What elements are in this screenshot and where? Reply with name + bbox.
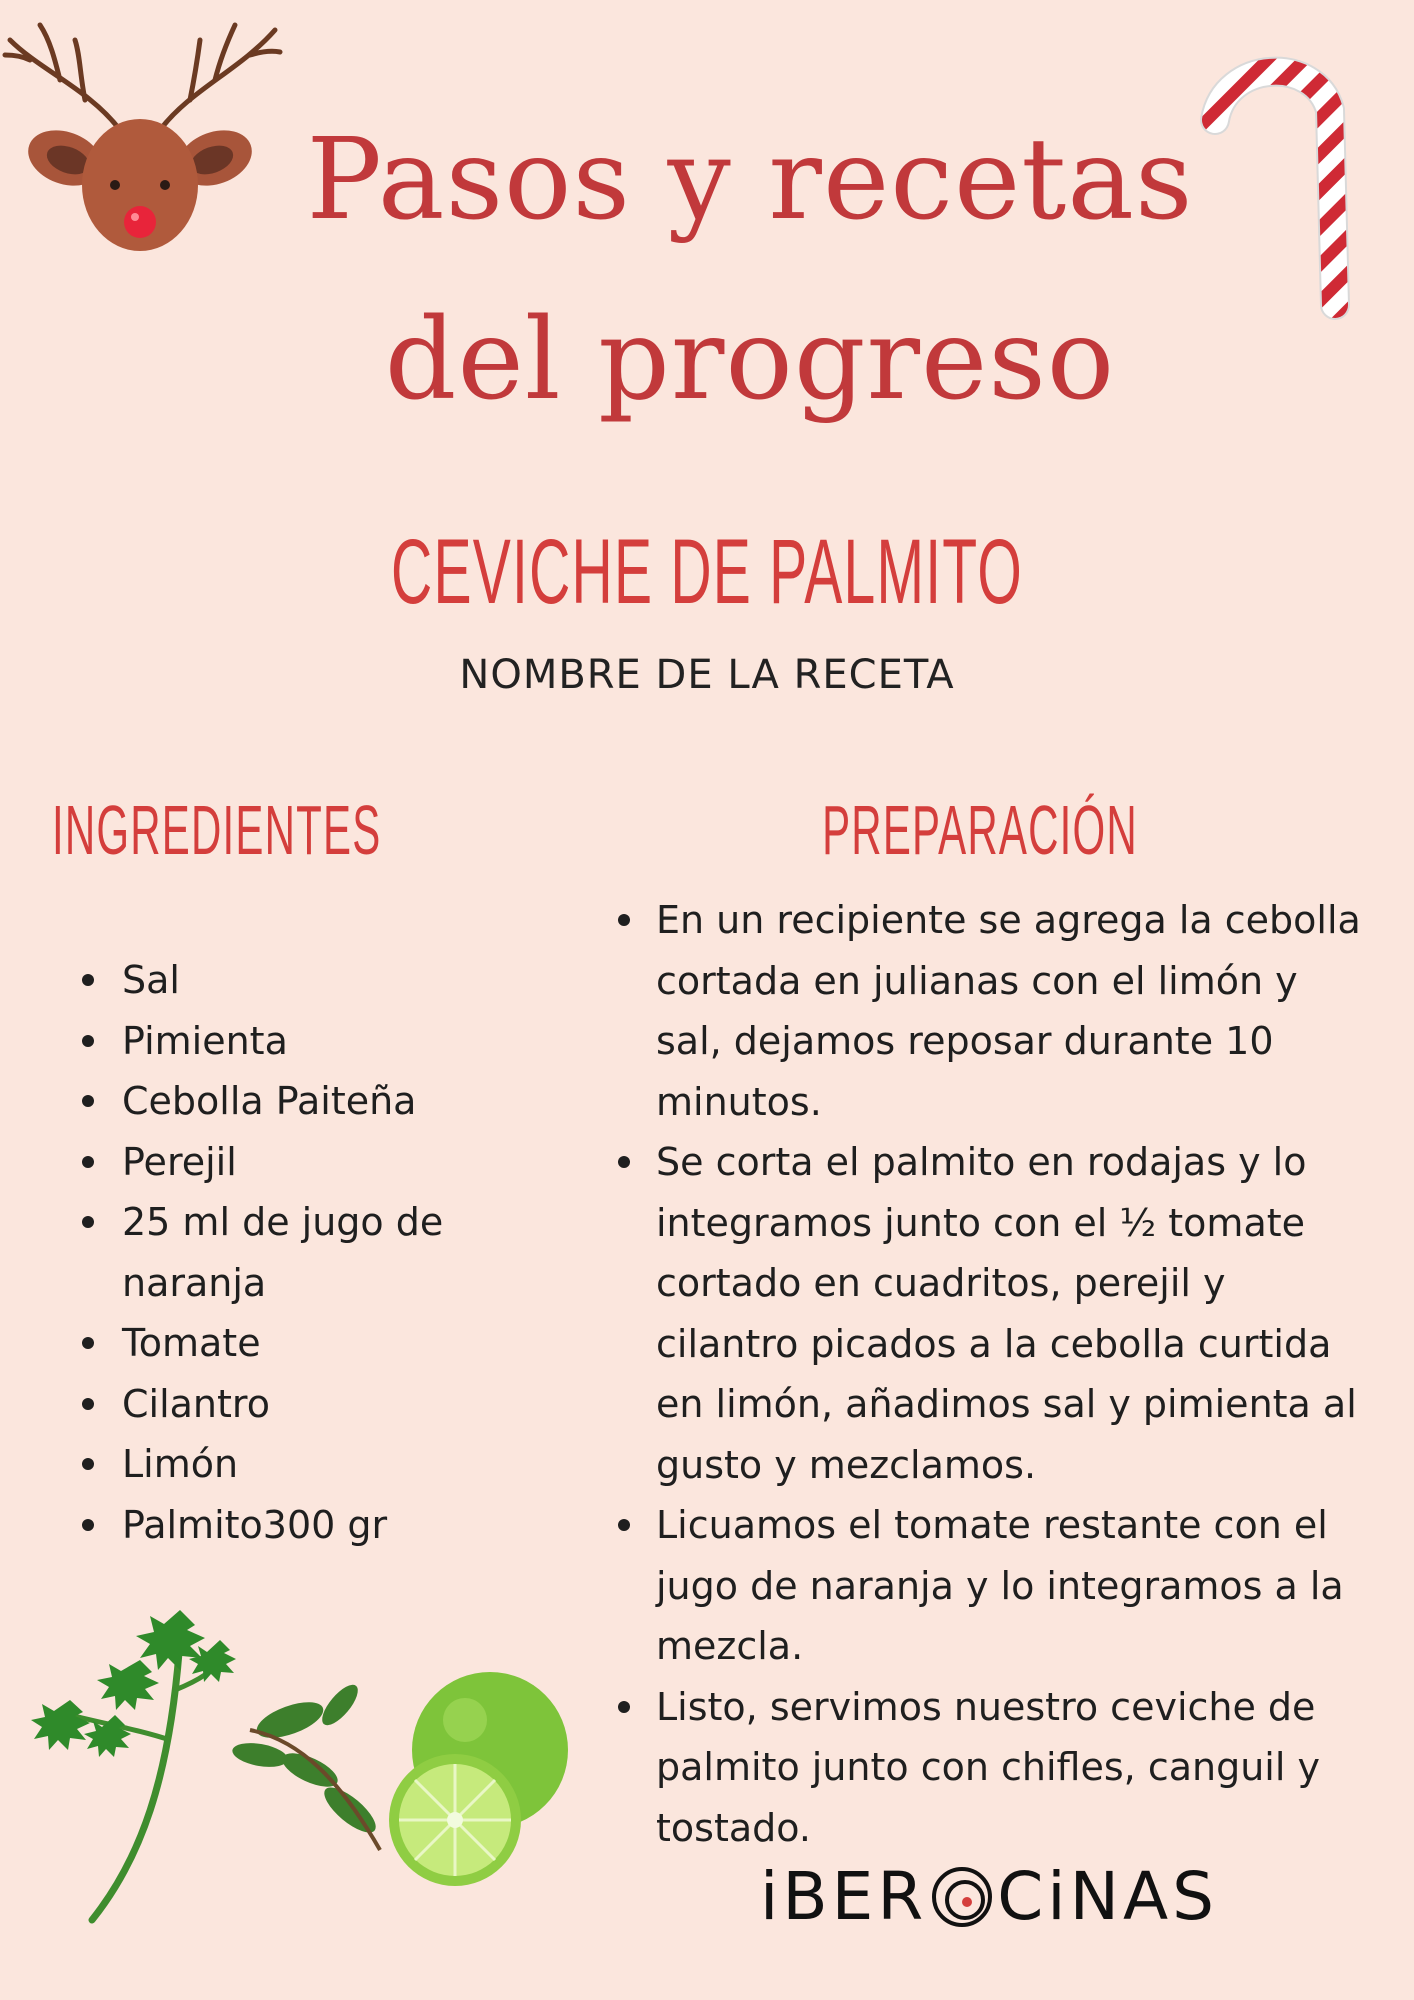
lime-icon <box>230 1660 610 1900</box>
ingredient-item: Sal <box>82 950 502 1011</box>
preparation-list <box>614 890 1374 1858</box>
ingredient-item: 25 ml de jugo de naranja <box>82 1192 502 1313</box>
title-line-1: Pasos y recetas <box>306 115 1194 245</box>
preparation-step: Licuamos el tomate restante con el jugo de naranja y lo integramos a la mezcla. <box>614 1495 1374 1677</box>
ingredient-item: Cebolla Paiteña <box>82 1071 502 1132</box>
reindeer-icon <box>0 0 290 260</box>
preparation-step: Listo, servimos nuestro ceviche de palmito junto con chifles, canguil y tostado. <box>614 1677 1374 1859</box>
ingredient-item: Palmito300 gr <box>82 1495 502 1556</box>
preparation-heading: PREPARACIÓN <box>822 791 1138 869</box>
logo-ring-icon <box>929 1864 995 1930</box>
ingredient-item: Limón <box>82 1434 502 1495</box>
recipe-subtitle: NOMBRE DE LA RECETA <box>459 652 955 698</box>
logo-text-right: CiNAS <box>997 1858 1219 1935</box>
preparation-step: Se corta el palmito en rodajas y lo integramos junto con el ½ tomate cortado en cuadritos, perejil y cilantro picados a la cebolla curtida en limón, añadimos sal y pimienta al gusto y mezclamos. <box>614 1132 1374 1495</box>
title-line-2: del progreso <box>384 295 1116 425</box>
ingredient-item: Perejil <box>82 1132 502 1193</box>
recipe-name: CEVICHE DE PALMITO <box>391 521 1023 623</box>
ibercocinas-logo <box>760 1858 1218 1935</box>
preparation-step: En un recipiente se agrega la cebolla cortada en julianas con el limón y sal, dejamos reposar durante 10 minutos. <box>614 890 1374 1132</box>
parsley-icon <box>30 1600 240 1930</box>
logo-text-left: iBER <box>760 1858 928 1935</box>
page-title <box>260 90 1240 450</box>
ingredients-list <box>82 950 502 1555</box>
ingredient-item: Tomate <box>82 1313 502 1374</box>
ingredients-heading: INGREDIENTES <box>52 791 382 869</box>
ingredient-item: Pimienta <box>82 1011 502 1072</box>
ingredient-item: Cilantro <box>82 1374 502 1435</box>
